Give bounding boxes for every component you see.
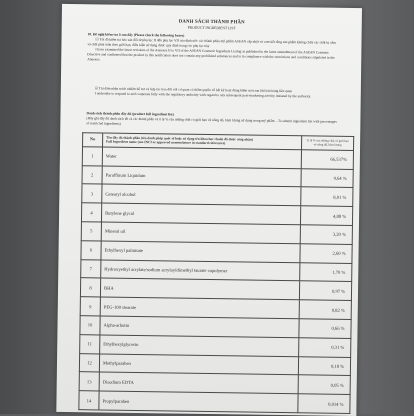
section1-heading: 10. Đề nghị kiểm tra ô sau đây (Please check the following boxes) (87, 32, 185, 38)
row-percentage: 4,88 % (300, 206, 352, 226)
section-undertaking (87, 86, 339, 100)
row-percentage: 0,18 % (298, 356, 350, 376)
row-ingredient-name: Disodium EDTA (99, 372, 298, 394)
row-ingredient-name: PEG-100 stearate (100, 297, 299, 319)
document-title: DANH SÁCH THÀNH PHẦN (178, 19, 245, 26)
table-row (79, 391, 350, 414)
row-ingredient-name: BHA (100, 278, 299, 300)
row-number: 14 (79, 391, 99, 410)
row-number: 10 (80, 316, 100, 335)
row-number: 6 (81, 240, 101, 259)
section-confirmation (87, 32, 339, 66)
row-ingredient-name: Ethylhexyl palmitate (101, 241, 300, 263)
row-number: 12 (79, 353, 99, 372)
row-percentage: 1,70 % (300, 262, 352, 282)
row-ingredient-name: Paraffinum Liquidum (102, 166, 301, 188)
row-number: 13 (79, 372, 99, 391)
row-percentage: 0,66 % (299, 319, 351, 339)
row-percentage: 8,01 % (301, 187, 353, 207)
section3-note: (Hãy ghi đầy đủ danh sách tất cả các thành phần và tỉ lệ % của những chất có giới hạn về nồng độ, hàm lượng sử dụng trong mỹ phẩm – To submit ingredient list with percentages of restricted ingredients) (86, 116, 337, 126)
row-percentage: 9,64 % (301, 168, 353, 188)
row-percentage: 0,97 % (299, 281, 351, 301)
section1-vietnamese: ☑ Tôi đã kiểm tra bảo sản đối từ phụ lục II đến phụ lục VII của định ước các thành phần mỹ phẩm ASEAN cập nhật và cam kết rằng sản phẩm không chứa các chất bị cấm và chất phải tuân theo giới hạn, điều kiện sử dụng được quy định trong các phụ lục này (87, 37, 336, 49)
row-number: 11 (80, 334, 100, 353)
row-ingredient-name: Alpha-arbutin (100, 316, 299, 338)
row-percentage: 0,014 % (298, 394, 350, 414)
row-number: 1 (82, 147, 102, 166)
row-percentage: 0,82 % (299, 300, 351, 320)
document-subtitle: PRODUCT INGREDIENT LIST (187, 25, 236, 31)
header-percentage: Tỉ lệ % của những chất có giới hạn về nồng độ, hàm lượng (302, 136, 354, 151)
header-name-en: Full Ingredient name (use INCI or approved nomenclature in standard references) (106, 139, 226, 146)
row-ingredient-name: Hydroxyethyl acrylate/sodium acryloyldimethyl taurate copolymer (101, 260, 300, 282)
section1-english: I have examined the latest revisions of the Annexes II to VII of the ASEAN Cosmetic Ingredient Listing as published in the latest amendment of the ASEAN Cosmetic Directive and confirmed that the product in this notification does not contain any prohibited substances and is in compliance with the restrictions and conditions stipulated in the Annexes. (87, 47, 335, 62)
ingredient-table (78, 132, 354, 414)
row-number: 9 (80, 297, 100, 316)
row-ingredient-name: Water (102, 147, 301, 169)
section3-heading: Danh sách thành phần đầy đủ (product full ingredient list) (86, 111, 174, 117)
ingredient-table-wrapper (78, 132, 354, 414)
section2-english: I undertake to respond to and cooperate fully with the regulatory authority with regard to any subsequent post-marketing activity initiated by the authority. (94, 91, 312, 99)
row-percentage: 66,537% (301, 150, 353, 170)
row-ingredient-name: Methylparaben (99, 354, 298, 376)
row-ingredient-name: Butylene glycol (101, 203, 300, 225)
document-page (56, 4, 362, 416)
row-number: 4 (81, 203, 101, 222)
row-number: 5 (81, 222, 101, 241)
row-ingredient-name: Cetearyl alcohol (102, 184, 301, 206)
header-no: No (83, 133, 103, 147)
row-ingredient-name: Ethylhexylglycerin (100, 335, 299, 357)
header-name-vi: Tên đầy đủ thành phần (tên danh pháp quốc tế hoặc sử dụng tên khoa học chuẩn đã được công nhận) (106, 135, 253, 142)
row-percentage: 0,05 % (298, 375, 350, 395)
row-number: 8 (80, 278, 100, 297)
row-number: 7 (81, 259, 101, 278)
row-percentage: 0,31 % (299, 338, 351, 358)
row-ingredient-name: Mineral oil (101, 222, 300, 244)
section2-vietnamese: ☑ Tôi đảm nhận trách nhiệm hỗ trợ và hợp tác trao đổi với cơ quan có thẩm quyền về bất kỳ hoạt động kiểm soát sau khi bán hàng liên quan (94, 86, 293, 94)
row-number: 3 (82, 184, 102, 203)
row-number: 2 (82, 165, 102, 184)
row-percentage: 2,60 % (300, 244, 352, 264)
row-ingredient-name: Propylparaben (99, 391, 298, 413)
section-ingredient-list (86, 111, 338, 130)
row-percentage: 3,20 % (300, 225, 352, 245)
